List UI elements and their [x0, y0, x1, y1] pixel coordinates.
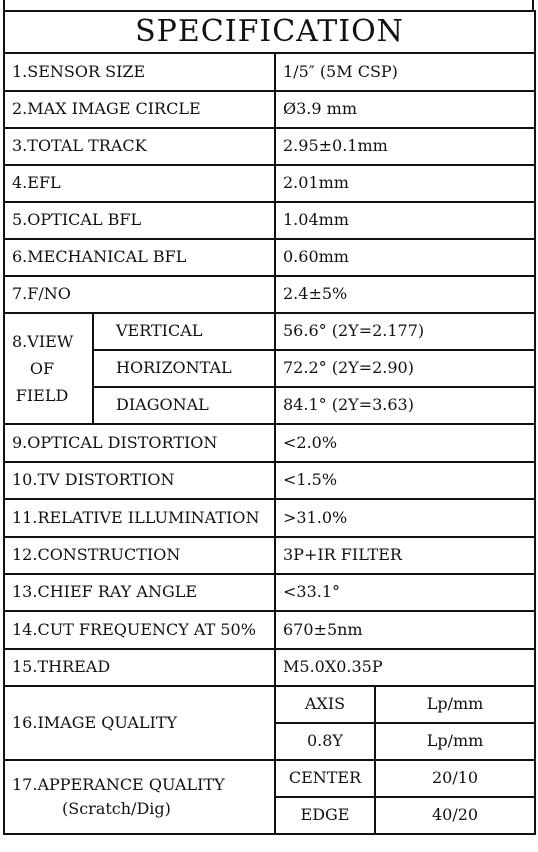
spec-label: 3.TOTAL TRACK: [4, 128, 275, 165]
spec-value: 3P+IR FILTER: [275, 537, 535, 574]
spec-value: 2.95±0.1mm: [275, 128, 535, 165]
image-quality-unit: Lp/mm: [375, 723, 535, 760]
spec-value: 2.4±5%: [275, 276, 535, 313]
image-quality-label: 16.IMAGE QUALITY: [4, 686, 275, 760]
fov-sub-label: DIAGONAL: [93, 387, 275, 424]
spec-label: 12.CONSTRUCTION: [4, 537, 275, 574]
appearance-title: 17.APPERANCE QUALITY: [12, 774, 225, 794]
spec-value: >31.0%: [275, 499, 535, 537]
spec-label: 4.EFL: [4, 165, 275, 202]
spec-value: 0.60mm: [275, 239, 535, 276]
image-quality-unit: Lp/mm: [375, 686, 535, 723]
fov-sub-label: HORIZONTAL: [93, 350, 275, 387]
spec-row: [4, 424, 535, 462]
fov-row: [4, 313, 535, 350]
spec-row: [4, 537, 535, 574]
spec-row: [4, 499, 535, 537]
spec-row: [4, 128, 535, 165]
fov-value: 56.6° (2Y=2.177): [275, 313, 535, 350]
spec-row: [4, 202, 535, 239]
spec-label: 2.MAX IMAGE CIRCLE: [4, 91, 275, 128]
spec-row: [4, 649, 535, 686]
appearance-label: [4, 760, 275, 834]
spec-label: 1.SENSOR SIZE: [4, 53, 275, 91]
page-title: SPECIFICATION: [4, 11, 535, 53]
spec-value: 1.04mm: [275, 202, 535, 239]
spec-label: 14.CUT FREQUENCY AT 50%: [4, 611, 275, 649]
spec-row: [4, 239, 535, 276]
top-border: [3, 0, 534, 10]
spec-label: 9.OPTICAL DISTORTION: [4, 424, 275, 462]
spec-row: [4, 276, 535, 313]
spec-value: M5.0X0.35P: [275, 649, 535, 686]
spec-row: [4, 91, 535, 128]
spec-row: [4, 574, 535, 611]
spec-value: <33.1°: [275, 574, 535, 611]
appearance-field: CENTER: [275, 760, 375, 797]
spec-label: 7.F/NO: [4, 276, 275, 313]
fov-value: 72.2° (2Y=2.90): [275, 350, 535, 387]
image-quality-field: 0.8Y: [275, 723, 375, 760]
fov-label-line: 8.VIEW: [12, 332, 74, 351]
image-quality-row: [4, 686, 535, 723]
spec-label: 10.TV DISTORTION: [4, 462, 275, 499]
spec-value: 670±5nm: [275, 611, 535, 649]
spec-label: 5.OPTICAL BFL: [4, 202, 275, 239]
appearance-field: EDGE: [275, 797, 375, 834]
spec-label: 13.CHIEF RAY ANGLE: [4, 574, 275, 611]
image-quality-field: AXIS: [275, 686, 375, 723]
spec-value: 1/5″ (5M CSP): [275, 53, 535, 91]
spec-value: Ø3.9 mm: [275, 91, 535, 128]
spec-value: <1.5%: [275, 462, 535, 499]
spec-value: 2.01mm: [275, 165, 535, 202]
appearance-value: 40/20: [375, 797, 535, 834]
fov-value: 84.1° (2Y=3.63): [275, 387, 535, 424]
fov-label-line: OF: [29, 359, 55, 378]
spec-value: <2.0%: [275, 424, 535, 462]
spec-row: [4, 53, 535, 91]
specification-table: [3, 10, 536, 835]
fov-label-line: FIELD: [15, 386, 69, 405]
spec-row: [4, 165, 535, 202]
appearance-value: 20/10: [375, 760, 535, 797]
spec-label: 15.THREAD: [4, 649, 275, 686]
appearance-subtitle: (Scratch/Dig): [62, 799, 171, 818]
spec-label: 11.RELATIVE ILLUMINATION: [4, 499, 275, 537]
fov-sub-label: VERTICAL: [93, 313, 275, 350]
spec-row: [4, 462, 535, 499]
fov-label: [4, 313, 93, 424]
spec-label: 6.MECHANICAL BFL: [4, 239, 275, 276]
appearance-row: [4, 760, 535, 797]
spec-row: [4, 611, 535, 649]
